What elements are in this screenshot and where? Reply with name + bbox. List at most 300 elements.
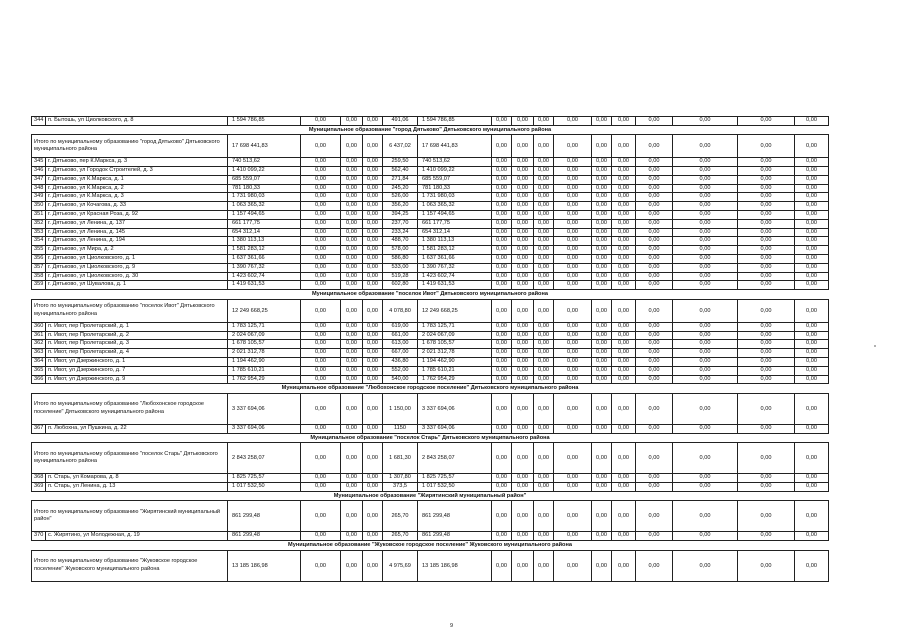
value-cell: 0,00 [738, 331, 795, 340]
value-cell: 0,00 [534, 237, 554, 246]
value-cell: 0,00 [363, 366, 383, 375]
value-cell: 0,00 [512, 424, 534, 433]
value-cell: 0,00 [795, 281, 829, 290]
address-cell: г. Дятьково, ул Ленина, д. 137 [46, 219, 228, 228]
value-cell: 0,00 [363, 184, 383, 193]
value-cell: 0,00 [363, 281, 383, 290]
value-cell: 0,00 [673, 550, 738, 581]
value-cell: 0,00 [301, 357, 341, 366]
value-cell: 0,00 [492, 393, 512, 424]
value-cell: 0,00 [492, 237, 512, 246]
table-row [32, 211, 829, 220]
value-cell: 0,00 [636, 237, 673, 246]
value-cell: 0,00 [492, 532, 512, 541]
value-cell: 0,00 [592, 219, 612, 228]
value-cell: 0,00 [534, 349, 554, 358]
document-page [31, 116, 828, 582]
value-cell: 0,00 [612, 202, 636, 211]
table-row [32, 237, 829, 246]
value-cell: 0,00 [592, 193, 612, 202]
amount-cell: 1 063 365,32 [418, 202, 492, 211]
value-cell: 0,00 [512, 193, 534, 202]
value-cell: 0,00 [673, 219, 738, 228]
value-cell: 0,00 [795, 237, 829, 246]
value-cell: 0,00 [341, 482, 363, 491]
value-cell: 0,00 [673, 349, 738, 358]
value-cell: 0,00 [636, 193, 673, 202]
value-cell: 0,00 [612, 255, 636, 264]
value-cell: 0,00 [592, 550, 612, 581]
amount-cell: 13 185 186,98 [418, 550, 492, 581]
value-cell: 0,00 [612, 532, 636, 541]
value-cell: 0,00 [612, 281, 636, 290]
value-cell: 0,00 [341, 219, 363, 228]
value-cell: 0,00 [301, 501, 341, 532]
subtotal-row [32, 135, 829, 158]
table-row [32, 424, 829, 433]
value-cell: 0,00 [795, 211, 829, 220]
value-cell: 0,00 [673, 211, 738, 220]
value-cell: 0,00 [612, 375, 636, 384]
value-cell: 0,00 [554, 501, 592, 532]
value-cell: 0,00 [795, 299, 829, 322]
value-cell: 0,00 [363, 322, 383, 331]
value-cell: 0,00 [636, 211, 673, 220]
value-cell: 0,00 [512, 393, 534, 424]
value-cell: 0,00 [673, 366, 738, 375]
row-number: 358 [32, 272, 46, 281]
amount-cell: 661 177,75 [418, 219, 492, 228]
area-cell: 259,50 [383, 158, 418, 167]
value-cell: 0,00 [341, 443, 363, 474]
row-number: 350 [32, 202, 46, 211]
table-row [32, 281, 829, 290]
value-cell: 0,00 [738, 299, 795, 322]
amount-cell: 3 337 694,06 [228, 393, 301, 424]
amount-cell: 1 581 283,12 [228, 246, 301, 255]
value-cell: 0,00 [534, 366, 554, 375]
value-cell: 0,00 [301, 349, 341, 358]
value-cell: 0,00 [738, 340, 795, 349]
amount-cell: 12 249 668,25 [418, 299, 492, 322]
value-cell: 0,00 [673, 375, 738, 384]
table-row [32, 532, 829, 541]
amount-cell: 1 423 602,74 [418, 272, 492, 281]
value-cell: 0,00 [341, 228, 363, 237]
value-cell: 0,00 [512, 281, 534, 290]
value-cell: 0,00 [612, 135, 636, 158]
value-cell: 0,00 [795, 375, 829, 384]
area-cell: 661,00 [383, 331, 418, 340]
value-cell: 0,00 [673, 167, 738, 176]
value-cell: 0,00 [612, 322, 636, 331]
value-cell: 0,00 [738, 193, 795, 202]
value-cell: 0,00 [363, 211, 383, 220]
value-cell: 0,00 [492, 482, 512, 491]
address-cell: г. Дятьково, ул Циолковского, д. 9 [46, 263, 228, 272]
value-cell: 0,00 [738, 117, 795, 126]
table-row [32, 366, 829, 375]
value-cell: 0,00 [341, 184, 363, 193]
amount-cell: 685 559,07 [418, 175, 492, 184]
value-cell: 0,00 [534, 322, 554, 331]
amount-cell: 1 063 365,32 [228, 202, 301, 211]
value-cell: 0,00 [363, 375, 383, 384]
value-cell: 0,00 [795, 349, 829, 358]
amount-cell: 2 843 258,07 [228, 443, 301, 474]
amount-cell: 1 762 954,29 [228, 375, 301, 384]
table-row [32, 263, 829, 272]
table-row [32, 349, 829, 358]
subtotal-row [32, 299, 829, 322]
value-cell: 0,00 [636, 272, 673, 281]
row-number: 349 [32, 193, 46, 202]
area-cell: 578,00 [383, 246, 418, 255]
amount-cell: 1 194 462,90 [228, 357, 301, 366]
value-cell: 0,00 [301, 158, 341, 167]
value-cell: 0,00 [795, 202, 829, 211]
value-cell: 0,00 [512, 366, 534, 375]
table-row [32, 272, 829, 281]
value-cell: 0,00 [363, 443, 383, 474]
value-cell: 0,00 [636, 366, 673, 375]
value-cell: 0,00 [341, 237, 363, 246]
value-cell: 0,00 [738, 246, 795, 255]
amount-cell: 1 678 105,57 [418, 340, 492, 349]
value-cell: 0,00 [592, 393, 612, 424]
value-cell: 0,00 [673, 135, 738, 158]
value-cell: 0,00 [363, 331, 383, 340]
amount-cell: 1 785 610,21 [228, 366, 301, 375]
value-cell: 0,00 [738, 482, 795, 491]
value-cell: 0,00 [636, 322, 673, 331]
value-cell: 0,00 [512, 340, 534, 349]
value-cell: 0,00 [592, 281, 612, 290]
value-cell: 0,00 [341, 331, 363, 340]
value-cell: 0,00 [673, 175, 738, 184]
subtotal-label: Итого по муниципальному образованию "город Дятьково" Дятьковского муниципального района [32, 135, 228, 158]
value-cell: 0,00 [738, 322, 795, 331]
value-cell: 0,00 [512, 135, 534, 158]
value-cell: 0,00 [795, 184, 829, 193]
table-row [32, 246, 829, 255]
amount-cell: 861 299,48 [228, 532, 301, 541]
amount-cell: 1 390 767,32 [228, 263, 301, 272]
value-cell: 0,00 [673, 117, 738, 126]
area-cell: 237,70 [383, 219, 418, 228]
value-cell: 0,00 [673, 501, 738, 532]
value-cell: 0,00 [738, 211, 795, 220]
value-cell: 0,00 [492, 135, 512, 158]
value-cell: 0,00 [738, 184, 795, 193]
value-cell: 0,00 [612, 482, 636, 491]
value-cell: 0,00 [636, 474, 673, 483]
value-cell: 0,00 [612, 211, 636, 220]
address-cell: г. Дятьково, ул Ленина, д. 145 [46, 228, 228, 237]
value-cell: 0,00 [492, 322, 512, 331]
value-cell: 0,00 [512, 219, 534, 228]
value-cell: 0,00 [612, 184, 636, 193]
address-cell: п. Старь, ул Комарова, д. 8 [46, 474, 228, 483]
value-cell: 0,00 [301, 322, 341, 331]
table-row [32, 184, 829, 193]
amount-cell: 2 024 067,09 [228, 331, 301, 340]
value-cell: 0,00 [738, 366, 795, 375]
row-number: 355 [32, 246, 46, 255]
value-cell: 0,00 [636, 532, 673, 541]
amount-cell: 1 380 113,13 [418, 237, 492, 246]
value-cell: 0,00 [512, 202, 534, 211]
value-cell: 0,00 [363, 482, 383, 491]
value-cell: 0,00 [738, 135, 795, 158]
row-number: 369 [32, 482, 46, 491]
value-cell: 0,00 [795, 263, 829, 272]
page-number: 9 [450, 623, 454, 629]
value-cell: 0,00 [512, 299, 534, 322]
value-cell: 0,00 [512, 272, 534, 281]
amount-cell: 1 410 099,22 [228, 167, 301, 176]
value-cell: 0,00 [341, 211, 363, 220]
area-cell: 613,00 [383, 340, 418, 349]
value-cell: 0,00 [554, 246, 592, 255]
value-cell: 0,00 [673, 281, 738, 290]
value-cell: 0,00 [673, 322, 738, 331]
value-cell: 0,00 [363, 228, 383, 237]
address-cell: п. Ивот, пер Пролетарский, д. 1 [46, 322, 228, 331]
value-cell: 0,00 [636, 175, 673, 184]
value-cell: 0,00 [554, 357, 592, 366]
value-cell: 0,00 [341, 357, 363, 366]
table-row [32, 167, 829, 176]
value-cell: 0,00 [795, 443, 829, 474]
value-cell: 0,00 [492, 272, 512, 281]
scan-speck [874, 345, 876, 347]
value-cell: 0,00 [612, 443, 636, 474]
value-cell: 0,00 [534, 340, 554, 349]
value-cell: 0,00 [592, 474, 612, 483]
value-cell: 0,00 [636, 228, 673, 237]
value-cell: 0,00 [363, 357, 383, 366]
value-cell: 0,00 [363, 135, 383, 158]
value-cell: 0,00 [341, 424, 363, 433]
amount-cell: 781 180,33 [228, 184, 301, 193]
value-cell: 0,00 [341, 175, 363, 184]
value-cell: 0,00 [636, 167, 673, 176]
value-cell: 0,00 [673, 237, 738, 246]
row-number: 345 [32, 158, 46, 167]
address-cell: п. Любохна, ул Пушкина, д. 22 [46, 424, 228, 433]
value-cell: 0,00 [636, 331, 673, 340]
value-cell: 0,00 [301, 550, 341, 581]
value-cell: 0,00 [512, 349, 534, 358]
area-cell: 394,25 [383, 211, 418, 220]
value-cell: 0,00 [534, 246, 554, 255]
value-cell: 0,00 [592, 532, 612, 541]
table-row [32, 331, 829, 340]
value-cell: 0,00 [301, 474, 341, 483]
value-cell: 0,00 [673, 193, 738, 202]
row-number: 351 [32, 211, 46, 220]
amount-cell: 654 312,14 [418, 228, 492, 237]
address-cell: г. Дятьково, ул Циолковского, д. 1 [46, 255, 228, 264]
value-cell: 0,00 [738, 175, 795, 184]
value-cell: 0,00 [554, 167, 592, 176]
value-cell: 0,00 [301, 482, 341, 491]
value-cell: 0,00 [512, 550, 534, 581]
value-cell: 0,00 [592, 263, 612, 272]
value-cell: 0,00 [636, 219, 673, 228]
value-cell: 0,00 [636, 357, 673, 366]
value-cell: 0,00 [492, 299, 512, 322]
value-cell: 0,00 [612, 393, 636, 424]
value-cell: 0,00 [612, 175, 636, 184]
value-cell: 0,00 [673, 246, 738, 255]
value-cell: 0,00 [738, 255, 795, 264]
area-cell: 1 150,00 [383, 393, 418, 424]
value-cell: 0,00 [492, 424, 512, 433]
value-cell: 0,00 [341, 550, 363, 581]
value-cell: 0,00 [554, 219, 592, 228]
value-cell: 0,00 [612, 331, 636, 340]
value-cell: 0,00 [795, 158, 829, 167]
table-row [32, 219, 829, 228]
table-row [32, 228, 829, 237]
value-cell: 0,00 [795, 340, 829, 349]
value-cell: 0,00 [534, 550, 554, 581]
amount-cell: 781 180,33 [418, 184, 492, 193]
value-cell: 0,00 [341, 263, 363, 272]
address-cell: п. Ивот, ул Дзержинского, д. 7 [46, 366, 228, 375]
value-cell: 0,00 [534, 299, 554, 322]
value-cell: 0,00 [738, 393, 795, 424]
value-cell: 0,00 [492, 202, 512, 211]
address-cell: г. Дятьково, ул Мира, д. 2 [46, 246, 228, 255]
table-row [32, 255, 829, 264]
capital-repair-table [31, 116, 829, 582]
value-cell: 0,00 [492, 193, 512, 202]
value-cell: 0,00 [534, 482, 554, 491]
value-cell: 0,00 [301, 219, 341, 228]
value-cell: 0,00 [592, 117, 612, 126]
amount-cell: 1 410 099,22 [418, 167, 492, 176]
value-cell: 0,00 [301, 175, 341, 184]
area-cell: 562,40 [383, 167, 418, 176]
value-cell: 0,00 [636, 202, 673, 211]
value-cell: 0,00 [738, 263, 795, 272]
value-cell: 0,00 [612, 357, 636, 366]
subtotal-row [32, 550, 829, 581]
value-cell: 0,00 [363, 255, 383, 264]
value-cell: 0,00 [341, 255, 363, 264]
value-cell: 0,00 [673, 474, 738, 483]
value-cell: 0,00 [612, 237, 636, 246]
value-cell: 0,00 [592, 482, 612, 491]
value-cell: 0,00 [592, 175, 612, 184]
row-number: 353 [32, 228, 46, 237]
value-cell: 0,00 [554, 117, 592, 126]
amount-cell: 1 783 125,71 [418, 322, 492, 331]
value-cell: 0,00 [592, 184, 612, 193]
value-cell: 0,00 [738, 202, 795, 211]
value-cell: 0,00 [592, 255, 612, 264]
amount-cell: 740 513,62 [228, 158, 301, 167]
value-cell: 0,00 [341, 349, 363, 358]
area-cell: 519,28 [383, 272, 418, 281]
value-cell: 0,00 [512, 357, 534, 366]
value-cell: 0,00 [612, 228, 636, 237]
value-cell: 0,00 [301, 299, 341, 322]
value-cell: 0,00 [592, 501, 612, 532]
value-cell: 0,00 [492, 228, 512, 237]
section-title: Муниципальное образование "поселок Старь" Дятьковского муниципального района [32, 433, 829, 443]
value-cell: 0,00 [612, 193, 636, 202]
value-cell: 0,00 [612, 117, 636, 126]
value-cell: 0,00 [738, 228, 795, 237]
table-row [32, 375, 829, 384]
value-cell: 0,00 [341, 193, 363, 202]
value-cell: 0,00 [341, 375, 363, 384]
value-cell: 0,00 [341, 246, 363, 255]
area-cell: 265,70 [383, 501, 418, 532]
value-cell: 0,00 [795, 322, 829, 331]
value-cell: 0,00 [795, 175, 829, 184]
value-cell: 0,00 [534, 272, 554, 281]
value-cell: 0,00 [636, 424, 673, 433]
amount-cell: 3 337 694,06 [418, 393, 492, 424]
area-cell: 586,80 [383, 255, 418, 264]
value-cell: 0,00 [534, 175, 554, 184]
section-title: Муниципальное образование "город Дятьково" Дятьковского муниципального района [32, 125, 829, 135]
value-cell: 0,00 [795, 482, 829, 491]
address-cell: п. Ивот, пер Пролетарский, д. 3 [46, 340, 228, 349]
value-cell: 0,00 [592, 237, 612, 246]
value-cell: 0,00 [673, 263, 738, 272]
value-cell: 0,00 [592, 340, 612, 349]
section-header-row [32, 384, 829, 394]
value-cell: 0,00 [612, 474, 636, 483]
value-cell: 0,00 [636, 281, 673, 290]
area-cell: 526,00 [383, 193, 418, 202]
value-cell: 0,00 [534, 263, 554, 272]
value-cell: 0,00 [301, 375, 341, 384]
value-cell: 0,00 [301, 340, 341, 349]
row-number: 363 [32, 349, 46, 358]
value-cell: 0,00 [492, 246, 512, 255]
value-cell: 0,00 [301, 272, 341, 281]
area-cell: 667,00 [383, 349, 418, 358]
value-cell: 0,00 [534, 255, 554, 264]
value-cell: 0,00 [534, 135, 554, 158]
address-cell: п. Ивот, ул Дзержинского, д. 1 [46, 357, 228, 366]
value-cell: 0,00 [673, 424, 738, 433]
amount-cell: 1 825 725,57 [418, 474, 492, 483]
value-cell: 0,00 [341, 532, 363, 541]
amount-cell: 1 423 602,74 [228, 272, 301, 281]
value-cell: 0,00 [492, 117, 512, 126]
table-row [32, 202, 829, 211]
subtotal-label: Итого по муниципальному образованию "поселок Старь" Дятьковского муниципального района [32, 443, 228, 474]
value-cell: 0,00 [795, 272, 829, 281]
amount-cell: 1 390 767,32 [418, 263, 492, 272]
value-cell: 0,00 [554, 532, 592, 541]
value-cell: 0,00 [301, 246, 341, 255]
subtotal-row [32, 393, 829, 424]
value-cell: 0,00 [673, 158, 738, 167]
section-title: Муниципальное образование "Любохонское городское поселение" Дятьковского муниципального района [32, 384, 829, 394]
value-cell: 0,00 [534, 202, 554, 211]
value-cell: 0,00 [554, 474, 592, 483]
value-cell: 0,00 [512, 501, 534, 532]
